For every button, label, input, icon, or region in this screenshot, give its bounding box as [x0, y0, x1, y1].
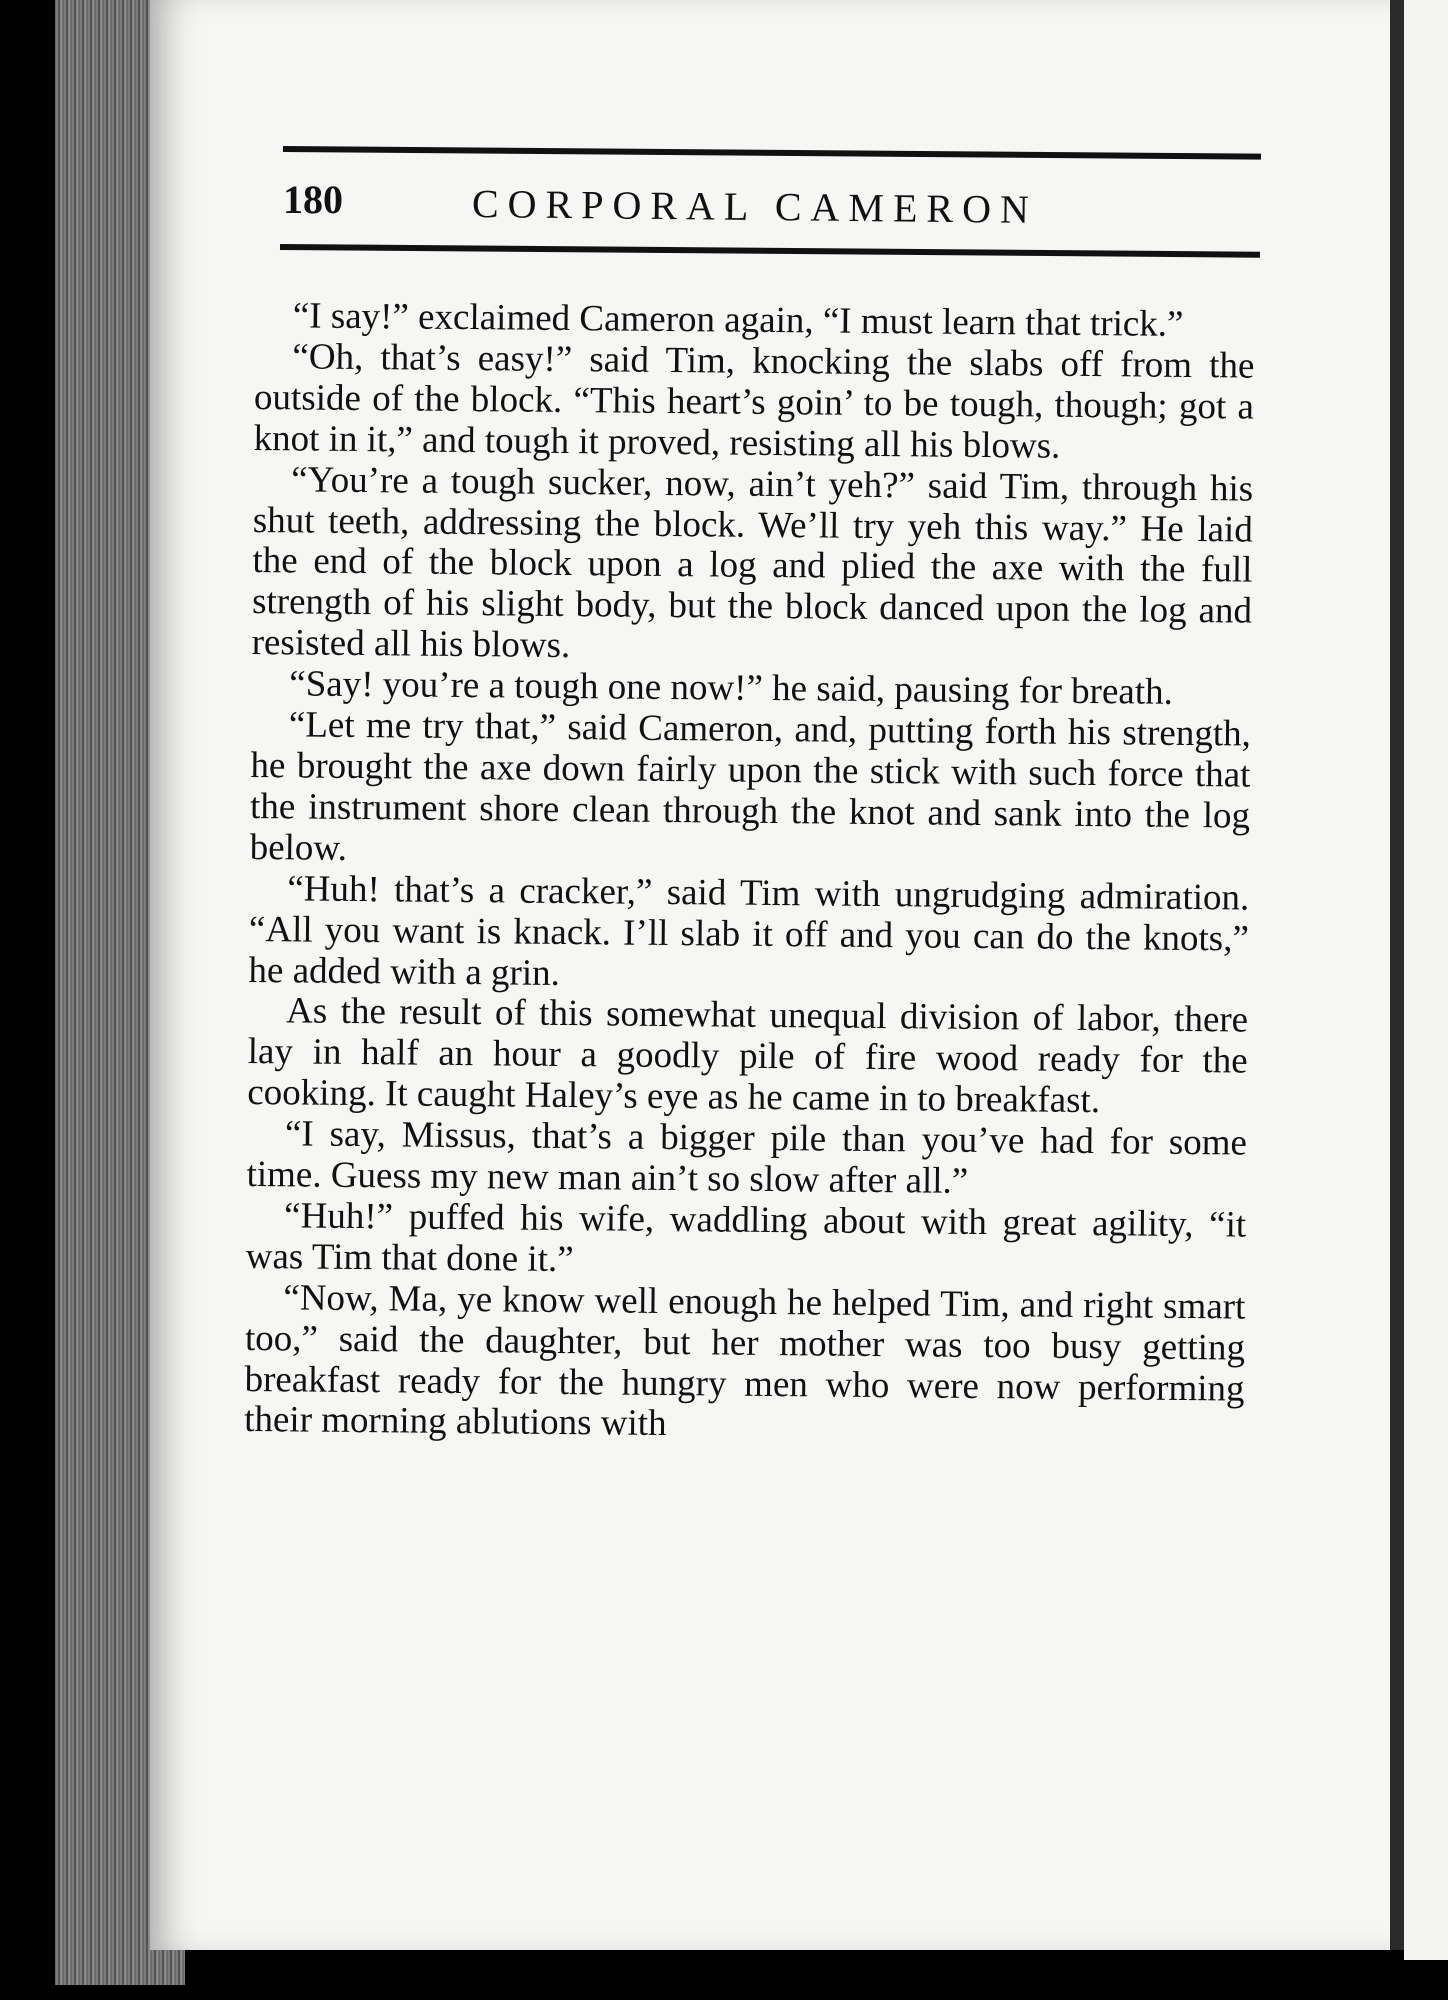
paragraph: “I say!” exclaimed Cameron again, “I must learn that trick.”	[292, 295, 1184, 345]
body-text	[244, 296, 1255, 1451]
facing-page-edge	[1404, 0, 1448, 1960]
paragraph: “Huh!” puffed his wife, waddling about with great agility, “it was Tim that done it.”	[245, 1195, 1247, 1280]
paragraph: “Say! you’re a tough one now!” he said, pausing for breath.	[289, 663, 1174, 713]
paragraph: “I say, Missus, that’s a bigger pile than you’ve had for some time. Guess my new man ain’t so slow after all.”	[246, 1113, 1248, 1202]
paragraph: “Now, Ma, ye know well enough he helped Tim, and right smart too,” said the daughter, but her mother was too busy getting breakfast ready for the hungry men who were now performing their morning ablutions with	[244, 1277, 1246, 1445]
page-number: 180	[283, 177, 343, 222]
paragraph: As the result of this somewhat unequal division of labor, there lay in half an hour a goodly pile of fire wood ready for the cooking. It caught Haley’s eye as he came in to breakfast.	[247, 990, 1249, 1122]
paragraph: “Let me try that,” said Cameron, and, putting forth his strength, he brought the axe down fairly upon the stick with such force that the instrument shore clean through the knot and sank into the log below.	[249, 704, 1252, 869]
paragraph: “Oh, that’s easy!” said Tim, knocking the slabs off from the outside of the block. “This heart’s goin’ to be tough, though; got a knot in it,” and tough it proved, resisting all his blows.	[253, 336, 1255, 467]
paragraph: “Huh! that’s a cracker,” said Tim with ungrudging admiration. “All you want is knack. I’ll slab it off and you can do the knots,” he added with a grin.	[248, 868, 1250, 994]
running-head: CORPORAL CAMERON	[471, 181, 1039, 232]
paragraph: “You’re a tough sucker, now, ain’t yeh?” said Tim, through his shut teeth, addressing the block. We’ll try yeh this way.” He laid the end of the block upon a log and plied the axe with the full strength of his slight body, but the block danced upon the log and resisted all his blows.	[251, 458, 1254, 667]
